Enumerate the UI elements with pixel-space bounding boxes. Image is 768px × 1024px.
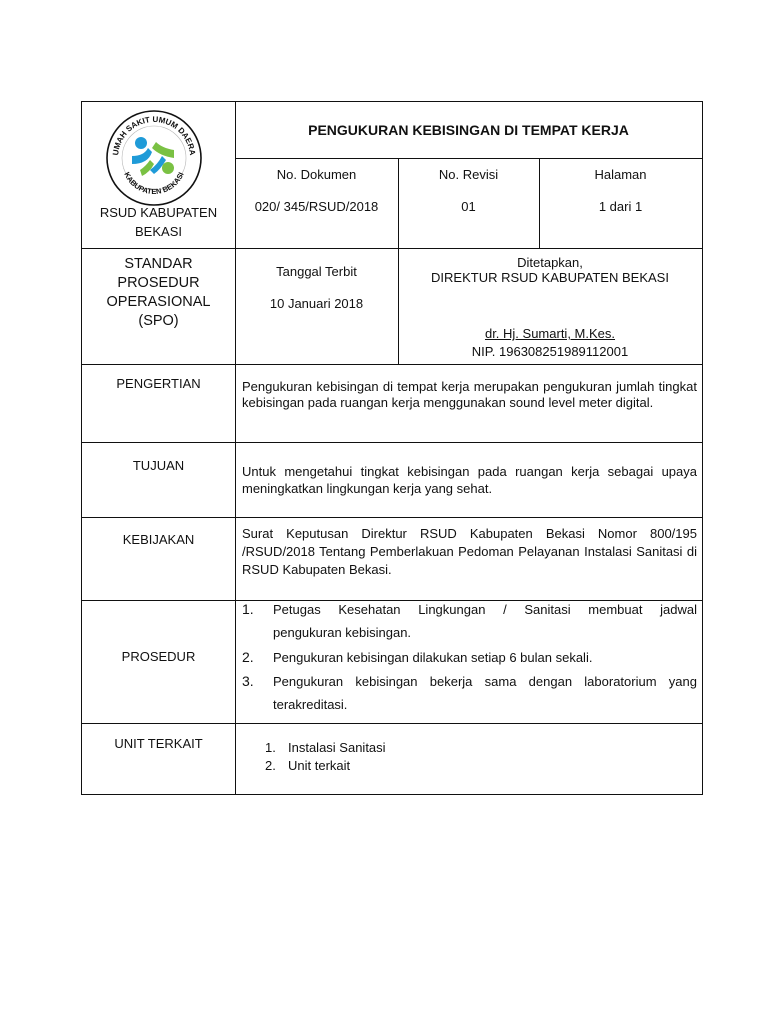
spo-line1: STANDAR	[124, 256, 193, 272]
doc-no-value: 020/ 345/RSUD/2018	[254, 199, 379, 214]
spo-bottom-line	[82, 364, 702, 365]
unit-1-text: Instalasi Sanitasi	[288, 740, 386, 755]
issued-label: Tanggal Terbit	[276, 264, 357, 279]
kebijakan-bottom-line	[82, 600, 702, 601]
hospital-name-line2: BEKASI	[135, 224, 182, 239]
revision-label: No. Revisi	[438, 167, 499, 182]
step-3-line2: terakreditasi.	[273, 697, 348, 712]
tujuan-text: Untuk mengetahui tingkat kebisingan pada ruangan kerja sebagai upaya meningkatkan lingkungan kerja yang sehat.	[242, 464, 697, 496]
hospital-name-line1: RSUD KABUPATEN	[99, 205, 218, 220]
step-1-line1: Petugas Kesehatan Lingkungan / Sanitasi membuat jadwal	[273, 602, 697, 617]
pengertian-bottom-line	[82, 442, 702, 443]
kebijakan-text: Surat Keputusan Direktur RSUD Kabupaten Bekasi Nomor 800/195 /RSUD/2018 Tentang Pemberlakuan Pedoman Pelayanan Instalasi Sanitasi di RSUD Kabupaten Bekasi.	[242, 526, 697, 577]
document-title: PENGUKURAN KEBISINGAN DI TEMPAT KERJA	[308, 122, 629, 138]
step-1-number: 1.	[242, 601, 254, 617]
signer-nip: NIP. 196308251989112001	[471, 344, 629, 359]
step-3-line1: Pengukuran kebisingan bekerja sama dengan laboratorium yang	[273, 674, 697, 689]
unit-terkait-label: UNIT TERKAIT	[114, 736, 203, 751]
tujuan-label: TUJUAN	[132, 458, 185, 473]
hospital-logo	[104, 108, 204, 208]
spo-label	[82, 255, 235, 331]
issued-date: 10 Januari 2018	[269, 296, 364, 311]
svg-text:RUMAH SAKIT UMUM DAERAH	[104, 108, 197, 156]
pengertian-text: Pengukuran kebisingan di tempat kerja merupakan pengukuran jumlah tingkat kebisingan pada ruangan kerja menggunakan sound level meter digital.	[242, 379, 697, 410]
step-2-line1: Pengukuran kebisingan dilakukan setiap 6 bulan sekali.	[273, 650, 593, 665]
page-value: 1 dari 1	[598, 199, 643, 214]
logo-arc-top-text: UMAH SAKIT UMUM DAERA	[111, 114, 197, 156]
doc-no-label: No. Dokumen	[276, 167, 357, 182]
approved-label: Ditetapkan,	[517, 255, 583, 270]
approved-by: DIREKTUR RSUD KABUPATEN BEKASI	[431, 270, 669, 285]
spo-document	[81, 101, 703, 795]
hospital-name	[82, 203, 235, 241]
unit-2-number: 2.	[265, 758, 276, 773]
unit-1-number: 1.	[265, 740, 276, 755]
spo-line3: OPERASIONAL	[106, 294, 211, 310]
logo-arc-bottom-text: KABUPATEN BEKASI	[122, 170, 186, 197]
svg-text:KABUPATEN BEKASI	[122, 171, 185, 196]
step-2-number: 2.	[242, 649, 254, 665]
title-bottom-line	[235, 158, 702, 159]
page-label: Halaman	[594, 167, 647, 182]
spo-line4: (SPO)	[138, 313, 179, 329]
step-3-number: 3.	[242, 673, 254, 689]
pengertian-label: PENGERTIAN	[116, 376, 201, 391]
revision-value: 01	[461, 199, 476, 214]
signer-name: dr. Hj. Sumarti, M.Kes.	[484, 326, 616, 341]
header-bottom-line	[82, 248, 702, 249]
prosedur-bottom-line	[82, 723, 702, 724]
prosedur-label: PROSEDUR	[121, 649, 196, 664]
step-1-line2: pengukuran kebisingan.	[273, 625, 412, 640]
tujuan-bottom-line	[82, 517, 702, 518]
unit-2-text: Unit terkait	[288, 758, 351, 773]
kebijakan-label: KEBIJAKAN	[122, 532, 195, 547]
spo-line2: PROSEDUR	[117, 275, 200, 291]
